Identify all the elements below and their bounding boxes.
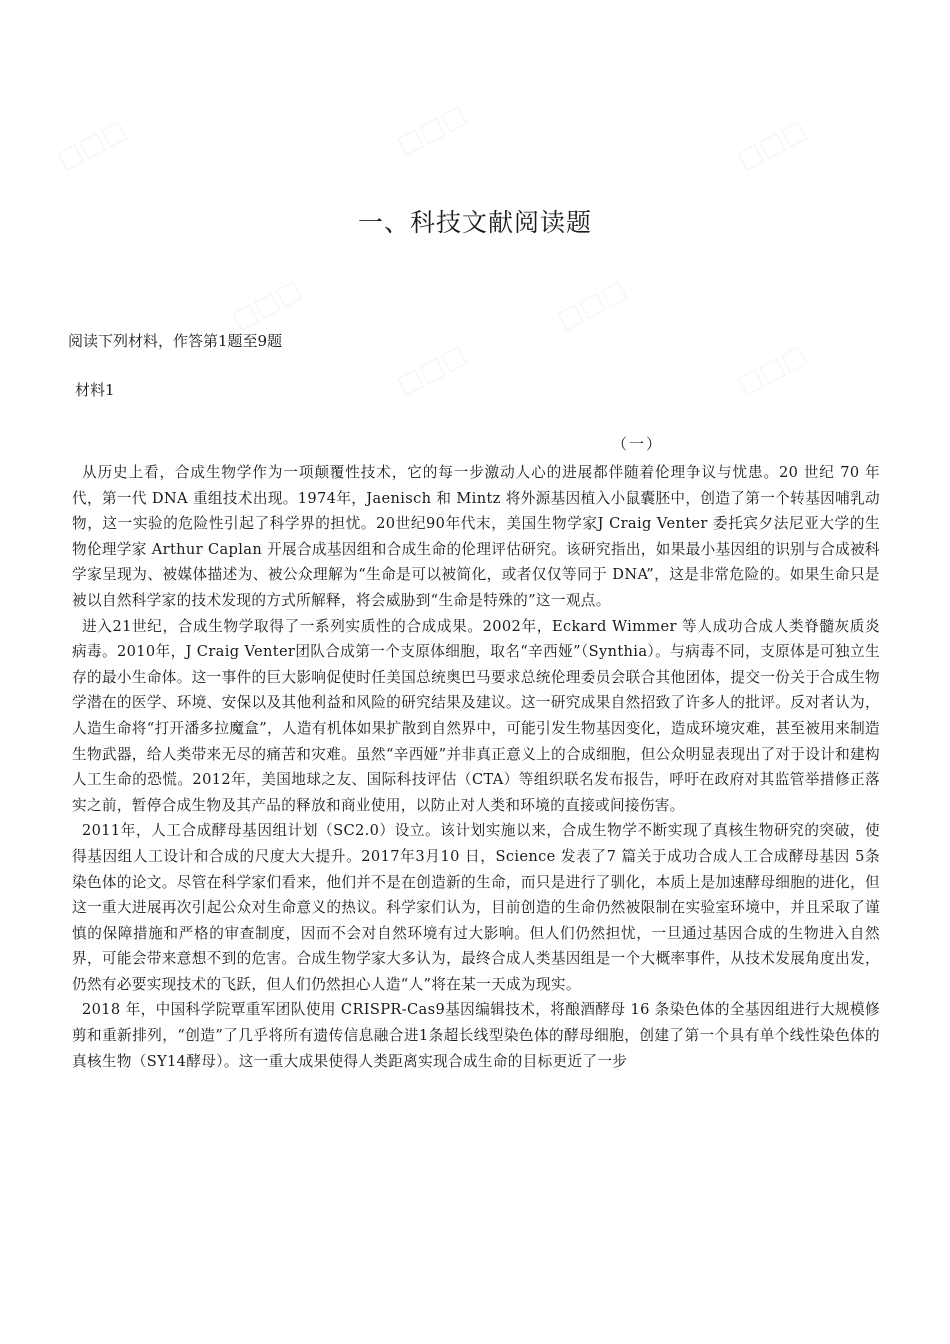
watermark [392,99,471,160]
material-label: 材料1 [75,381,115,399]
watermark [52,114,131,175]
paragraph: 2018 年，中国科学院覃重军团队使用 CRISPR-Cas9基因编辑技术，将酿酒酵母 16 条染色体的全基因组进行大规模修剪和重新排列，“创造”了几乎将所有遗传信息融合进1条超长线型染色体的酵母细胞，创建了第一个具有单个线性染色体的真核生物（SY14酵母）。这一重大成果使得人类距离实现合成生命的目标更近了一步 [72,1001,880,1070]
article-body [72,460,880,1074]
watermark [732,114,811,175]
watermark [552,274,631,335]
watermark [392,339,471,400]
paragraph: 从历史上看，合成生物学作为一项颠覆性技术，它的每一步激动人心的进展都伴随着伦理争议与忧患。20 世纪 70 年代，第一代 DNA 重组技术出现。1974年，Jaenisch 和 Mintz 将外源基因植入小鼠囊胚中，创造了第一个转基因哺乳动物，这一实验的危险性引起了科学界的担忧。20世纪90年代末，美国生物学家J Craig Venter 委托宾夕法尼亚大学的生物伦理学家 Arthur Caplan 开展合成基因组和合成生命的伦理评估研究。该研究指出，如果最小基因组的识别与合成被科学家呈现为、被媒体描述为、被公众理解为“生命是可以被简化，或者仅仅等同于 DNA”，这是非常危险的。如果生命只是被以自然科学家的技术发现的方式所解释，将会威胁到“生命是特殊的”这一观点。 [72,464,880,609]
watermark [732,339,811,400]
page-title: 一、科技文献阅读题 [357,208,592,237]
paragraph: 2011年，人工合成酵母基因组计划（SC2.0）设立。该计划实施以来，合成生物学不断实现了真核生物研究的突破，使得基因组人工设计和合成的尺度大大提升。2017年3月10 日，Science 发表了7 篇关于成功合成人工合成酵母基因 5条染色体的论文。尽管在科学家们看来，他们并不是在创造新的生命，而只是进行了驯化，本质上是加速酵母细胞的进化，但这一重大进展再次引起公众对生命意义的热议。科学家们认为，目前创造的生命仍然被限制在实验室环境中，并且采取了谨慎的保障措施和严格的审查制度，因而不会对自然环境有过大影响。但人们仍然担忧，一旦通过基因合成的生物进入自然界，可能会带来意想不到的危害。合成生物学家大多认为，最终合成人类基因组是一个大概率事件，从技术发展角度出发，仍然有必要实现技术的飞跃，但人们仍然担心人造“人”将在某一天成为现实。 [72,822,880,993]
paragraph: 进入21世纪，合成生物学取得了一系列实质性的合成成果。2002年，Eckard Wimmer 等人成功合成人类脊髓灰质炎病毒。2010年，J Craig Venter团队合成第一个支原体细胞，取名“辛西娅”（Synthia）。与病毒不同，支原体是可独立生存的最小生命体。这一事件的巨大影响促使时任美国总统奥巴马要求总统伦理委员会联合其他团体，提交一份关于合成生物学潜在的医学、环境、安保以及其他利益和风险的研究结果及建议。这一研究成果自然招致了许多人的批评。反对者认为，人造生命将“打开潘多拉魔盒”，人造有机体如果扩散到自然界中，可能引发生物基因变化，造成环境灾难，甚至被用来制造生物武器，给人类带来无尽的痛苦和灾难。虽然“辛西娅”并非真正意义上的合成细胞，但公众明显表现出了对于设计和建构人工生命的恐慌。2012年，美国地球之友、国际科技评估（CTA）等组织联名发布报告，呼吁在政府对其监管举措修正落实之前，暂停合成生物及其产品的释放和商业使用，以防止对人类和环境的直接或间接伤害。 [72,617,880,814]
watermark [227,274,306,335]
instruction-text: 阅读下列材料，作答第1题至9题 [68,332,283,350]
section-number: （一） [612,435,664,453]
